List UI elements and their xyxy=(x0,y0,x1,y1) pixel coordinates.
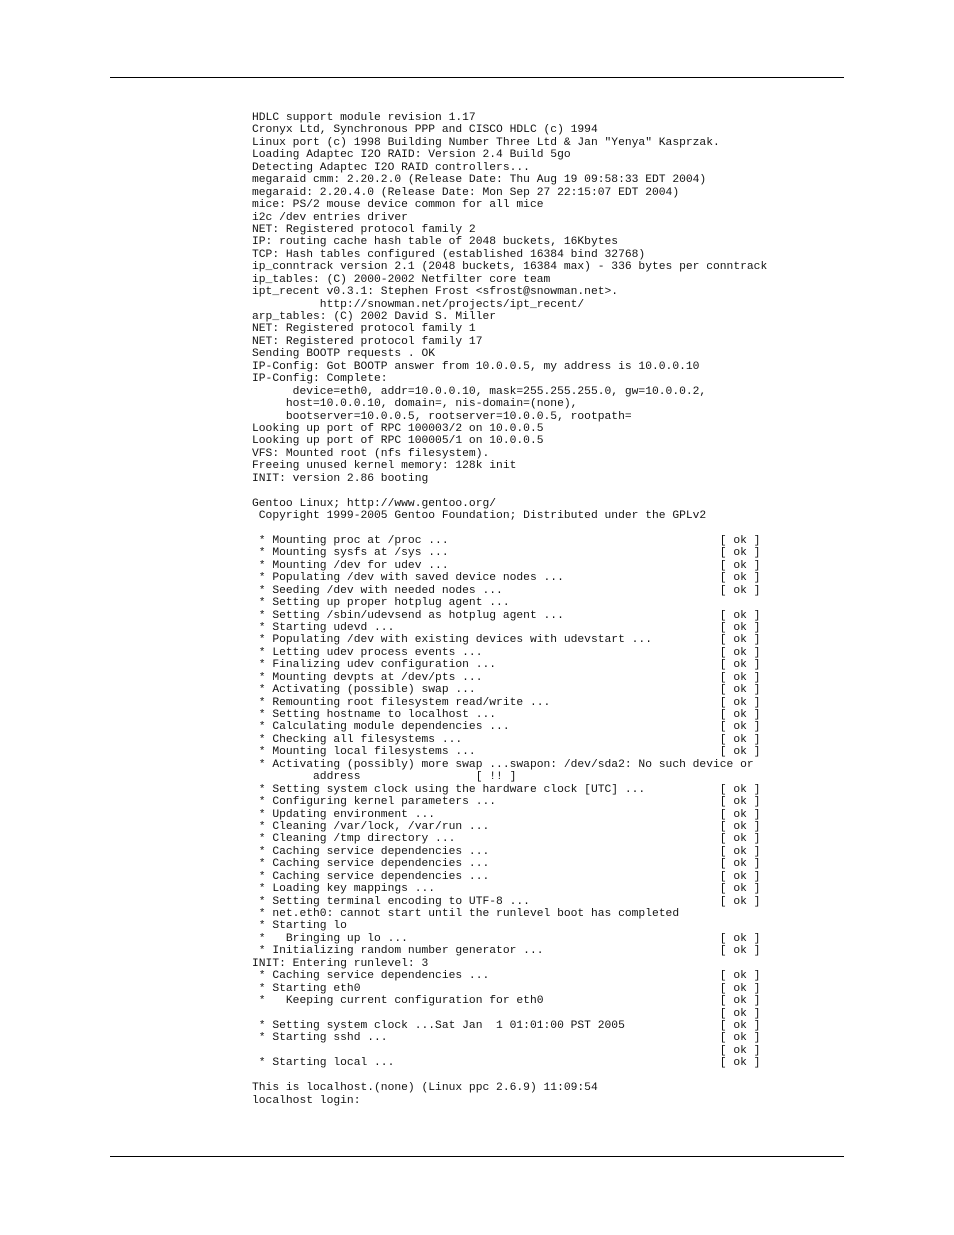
console-line: IP-Config: Got BOOTP answer from 10.0.0.5, my address is 10.0.0.10 xyxy=(252,360,700,373)
console-line: * Starting eth0 [ ok ] xyxy=(252,982,761,995)
console-line: IP: routing cache hash table of 2048 buckets, 16Kbytes xyxy=(252,236,619,249)
console-line: * Starting sshd ... [ ok ] xyxy=(252,1032,761,1045)
console-line: bootserver=10.0.0.5, rootserver=10.0.0.5, rootpath= xyxy=(252,410,632,423)
console-line: Looking up port of RPC 100005/1 on 10.0.0.5 xyxy=(252,435,544,448)
console-line: Loading Adaptec I2O RAID: Version 2.4 Build 5go xyxy=(252,149,571,162)
console-line: * Setting up proper hotplug agent ... xyxy=(252,597,510,610)
console-line: * Updating environment ... [ ok ] xyxy=(252,808,761,821)
console-line: * Cleaning /tmp directory ... [ ok ] xyxy=(252,833,761,846)
console-line: INIT: version 2.86 booting xyxy=(252,472,429,485)
console-line: [ ok ] xyxy=(252,1007,761,1020)
console-line: * Cleaning /var/lock, /var/run ... [ ok ] xyxy=(252,820,761,833)
console-line: * Starting local ... [ ok ] xyxy=(252,1057,761,1070)
console-line: * Activating (possible) swap ... [ ok ] xyxy=(252,684,761,697)
console-line: * Mounting sysfs at /sys ... [ ok ] xyxy=(252,547,761,560)
console-line: megaraid: 2.20.4.0 (Release Date: Mon Sep 27 22:15:07 EDT 2004) xyxy=(252,186,680,199)
console-line: * Setting system clock using the hardware clock [UTC] ... [ ok ] xyxy=(252,783,761,796)
console-line: [ ok ] xyxy=(252,1044,761,1057)
console-line xyxy=(252,522,852,534)
console-line: * Initializing random number generator ... [ ok ] xyxy=(252,945,761,958)
console-line: Gentoo Linux; http://www.gentoo.org/ xyxy=(252,497,497,510)
console-line: megaraid cmm: 2.20.2.0 (Release Date: Thu Aug 19 09:58:33 EDT 2004) xyxy=(252,174,707,187)
console-line: i2c /dev entries driver xyxy=(252,211,408,224)
console-line: * Bringing up lo ... [ ok ] xyxy=(252,932,761,945)
footer-rule xyxy=(110,1156,844,1157)
console-line: http://snowman.net/projects/ipt_recent/ xyxy=(252,298,585,311)
console-line: mice: PS/2 mouse device common for all mice xyxy=(252,199,544,212)
console-line: arp_tables: (C) 2002 David S. Miller xyxy=(252,311,497,323)
console-line: IP-Config: Complete: xyxy=(252,373,388,386)
console-line: * Setting terminal encoding to UTF-8 ... [ ok ] xyxy=(252,895,761,908)
console-line: device=eth0, addr=10.0.0.10, mask=255.255.255.0, gw=10.0.0.2, xyxy=(252,385,707,398)
console-line: Sending BOOTP requests . OK xyxy=(252,348,436,361)
console-line: Copyright 1999-2005 Gentoo Foundation; Distributed under the GPLv2 xyxy=(252,510,707,522)
console-line: * Starting lo xyxy=(252,920,347,933)
console-line: * Remounting root filesystem read/write ... [ ok ] xyxy=(252,696,761,709)
console-line: This is localhost.(none) (Linux ppc 2.6.9) 11:09:54 xyxy=(252,1082,598,1095)
console-line: NET: Registered protocol family 2 xyxy=(252,223,476,236)
console-line: * net.eth0: cannot start until the runlevel boot has completed xyxy=(252,908,680,920)
console-line: * Caching service dependencies ... [ ok ] xyxy=(252,870,761,883)
console-line: * Populating /dev with existing devices with udevstart ... [ ok ] xyxy=(252,634,761,647)
console-line: HDLC support module revision 1.17 xyxy=(252,112,476,124)
console-line: address [ !! ] xyxy=(252,771,517,784)
console-line: * Letting udev process events ... [ ok ] xyxy=(252,646,761,659)
console-line: INIT: Entering runlevel: 3 xyxy=(252,957,429,970)
console-line: * Setting /sbin/udevsend as hotplug agent ... [ ok ] xyxy=(252,609,761,622)
console-line: * Configuring kernel parameters ... [ ok ] xyxy=(252,796,761,809)
console-line: * Caching service dependencies ... [ ok ] xyxy=(252,858,761,871)
console-line: * Calculating module dependencies ... [ ok ] xyxy=(252,721,761,734)
console-line: ip_tables: (C) 2000-2002 Netfilter core team xyxy=(252,273,551,286)
console-line: Looking up port of RPC 100003/2 on 10.0.0.5 xyxy=(252,422,544,435)
console-line: * Mounting devpts at /dev/pts ... [ ok ] xyxy=(252,671,761,684)
console-line: NET: Registered protocol family 1 xyxy=(252,323,476,336)
console-line: Linux port (c) 1998 Building Number Three Ltd & Jan "Yenya" Kasprzak. xyxy=(252,136,720,149)
console-line: localhost login: xyxy=(252,1094,361,1107)
console-line: * Seeding /dev with needed nodes ... [ ok ] xyxy=(252,584,761,597)
console-line: ipt_recent v0.3.1: Stephen Frost <sfrost@snowman.net>. xyxy=(252,286,619,299)
console-line: * Finalizing udev configuration ... [ ok ] xyxy=(252,659,761,672)
header-rule xyxy=(110,77,844,78)
console-line: * Populating /dev with saved device nodes ... [ ok ] xyxy=(252,572,761,585)
console-line: * Mounting proc at /proc ... [ ok ] xyxy=(252,534,761,547)
console-line: * Loading key mappings ... [ ok ] xyxy=(252,883,761,896)
console-line: TCP: Hash tables configured (established 16384 bind 32768) xyxy=(252,248,646,261)
console-line: * Setting system clock ...Sat Jan 1 01:01:00 PST 2005 [ ok ] xyxy=(252,1019,761,1032)
console-output xyxy=(252,112,852,1107)
console-line: Cronyx Ltd, Synchronous PPP and CISCO HDLC (c) 1994 xyxy=(252,124,598,137)
console-line: Freeing unused kernel memory: 128k init xyxy=(252,460,517,473)
console-line: * Caching service dependencies ... [ ok ] xyxy=(252,970,761,983)
console-line: * Keeping current configuration for eth0 [ ok ] xyxy=(252,995,761,1008)
console-line: * Setting hostname to localhost ... [ ok ] xyxy=(252,709,761,721)
console-line: * Activating (possibly) more swap ...swapon: /dev/sda2: No such device or xyxy=(252,758,754,771)
console-line: NET: Registered protocol family 17 xyxy=(252,335,483,348)
console-line: * Mounting /dev for udev ... [ ok ] xyxy=(252,559,761,572)
console-line: * Starting udevd ... [ ok ] xyxy=(252,621,761,634)
console-line: * Caching service dependencies ... [ ok ] xyxy=(252,845,761,858)
console-line: VFS: Mounted root (nfs filesystem). xyxy=(252,447,490,460)
console-line: * Checking all filesystems ... [ ok ] xyxy=(252,733,761,746)
console-line: * Mounting local filesystems ... [ ok ] xyxy=(252,746,761,759)
console-line xyxy=(252,1070,852,1082)
console-line: ip_conntrack version 2.1 (2048 buckets, 16384 max) - 336 bytes per conntrack xyxy=(252,261,768,274)
console-line xyxy=(252,485,852,497)
console-line: Detecting Adaptec I2O RAID controllers... xyxy=(252,161,530,174)
console-line: host=10.0.0.10, domain=, nis-domain=(none), xyxy=(252,398,578,411)
